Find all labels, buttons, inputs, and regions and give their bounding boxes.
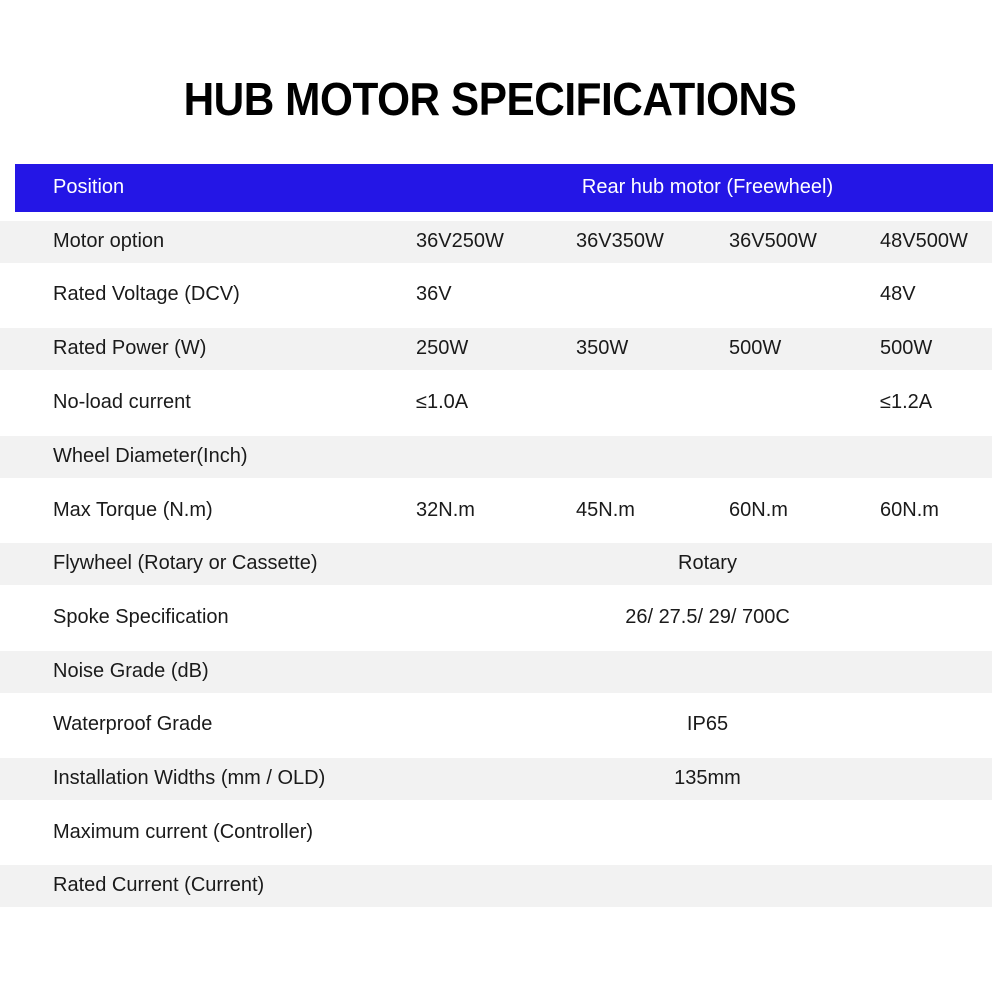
cell: 250W xyxy=(416,337,469,359)
cell: IP65 xyxy=(686,713,729,735)
row-label: No-load current xyxy=(53,391,191,413)
row-label: Max Torque (N.m) xyxy=(53,499,213,521)
cell: Rotary xyxy=(678,552,737,574)
table-row xyxy=(0,274,992,316)
row-label: Waterproof Grade xyxy=(53,713,213,735)
row-label: Installation Widths (mm / OLD) xyxy=(53,767,326,789)
row-label: Rated Power (W) xyxy=(53,337,207,359)
table-row xyxy=(0,651,992,693)
cell: 48V500W xyxy=(880,230,968,252)
table-row xyxy=(0,758,992,800)
cell: 32N.m xyxy=(416,499,475,521)
table-row xyxy=(0,382,992,424)
header-position-label: Position xyxy=(53,176,125,198)
row-label: Maximum current (Controller) xyxy=(53,821,314,843)
row-label: Rated Current (Current) xyxy=(53,874,265,896)
header-position-value: Rear hub motor (Freewheel) xyxy=(581,176,834,198)
cell: 60N.m xyxy=(729,499,788,521)
table-row xyxy=(0,865,992,907)
row-label: Noise Grade (dB) xyxy=(53,660,209,682)
table-row xyxy=(0,436,992,478)
cell: 36V250W xyxy=(416,230,504,252)
cell: 36V500W xyxy=(729,230,817,252)
row-label: Flywheel (Rotary or Cassette) xyxy=(53,552,318,574)
table-row xyxy=(0,704,992,746)
cell: 36V xyxy=(416,283,452,305)
cell: 48V xyxy=(880,283,916,305)
row-label: Rated Voltage (DCV) xyxy=(53,283,240,305)
table-row xyxy=(0,328,992,370)
table-header xyxy=(15,164,993,212)
cell: 36V350W xyxy=(576,230,664,252)
row-label: Spoke Specification xyxy=(53,606,229,628)
table-row xyxy=(0,490,992,532)
cell: 60N.m xyxy=(880,499,939,521)
cell: 500W xyxy=(729,337,782,359)
row-label: Motor option xyxy=(53,230,165,252)
table-row xyxy=(0,597,992,639)
cell: 350W xyxy=(576,337,629,359)
table-row xyxy=(0,221,992,263)
cell: 500W xyxy=(880,337,933,359)
page-title: HUB MOTOR SPECIFICATIONS xyxy=(183,73,797,125)
cell: ≤1.2A xyxy=(880,391,933,413)
cell: 135mm xyxy=(674,767,741,789)
cell: 26/ 27.5/ 29/ 700C xyxy=(625,606,790,628)
row-label: Wheel Diameter(Inch) xyxy=(53,445,248,467)
table-row xyxy=(0,812,992,854)
cell: ≤1.0A xyxy=(416,391,469,413)
cell: 45N.m xyxy=(576,499,635,521)
table-row xyxy=(0,543,992,585)
